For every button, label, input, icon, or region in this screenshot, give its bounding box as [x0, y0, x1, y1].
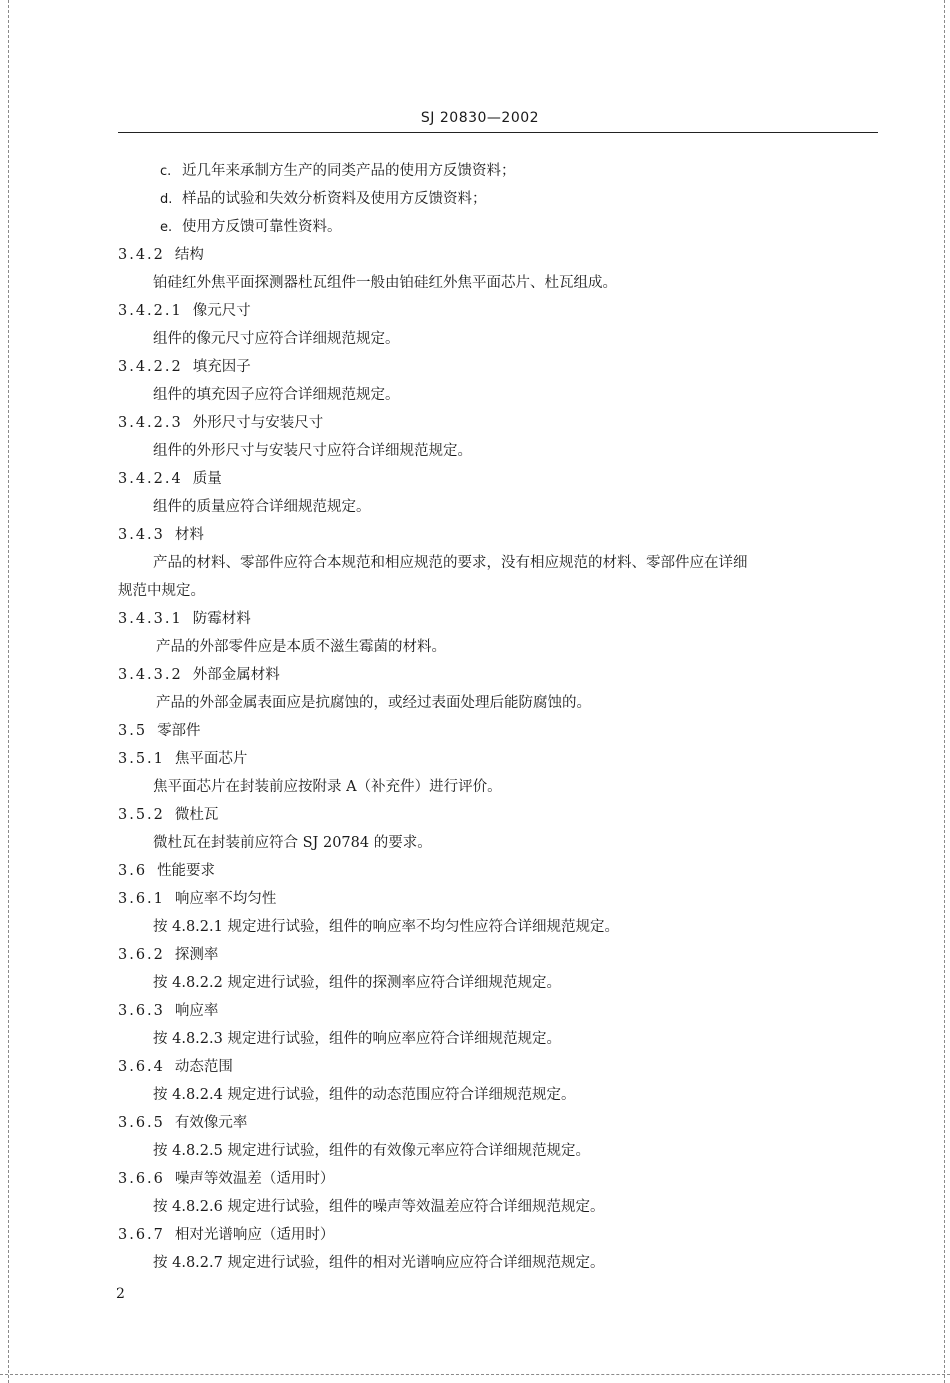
- section-body-continued: 规范中规定。: [118, 583, 205, 599]
- section-title: 防霉材料: [192, 611, 251, 627]
- section-number: 3.4.2.2: [118, 359, 183, 375]
- section-body: 按 4.8.2.4 规定进行试验，组件的动态范围应符合详细规范规定。: [153, 1087, 576, 1103]
- section-heading: [118, 1001, 218, 1021]
- list-item: [160, 189, 487, 210]
- section-body: 微杜瓦在封装前应符合 SJ 20784 的要求。: [153, 835, 432, 851]
- section-title: 结构: [174, 247, 204, 263]
- section-body: 铂硅红外焦平面探测器杜瓦组件一般由铂硅红外焦平面芯片、杜瓦组成。: [153, 275, 617, 291]
- section-heading: [118, 525, 204, 545]
- section-number: 3.4.3: [118, 527, 165, 543]
- header-rule: [118, 132, 878, 133]
- section-number: 3.5.1: [118, 751, 165, 767]
- section-body: 焦平面芯片在封装前应按附录 A（补充件）进行评价。: [153, 779, 502, 795]
- section-heading: [118, 945, 218, 965]
- section-heading: [118, 1113, 247, 1133]
- section-body: 组件的像元尺寸应符合详细规范规定。: [153, 331, 400, 347]
- page-number: 2: [116, 1286, 125, 1302]
- section-heading: [118, 665, 280, 685]
- section-title: 外部金属材料: [192, 667, 280, 683]
- section-heading: [118, 245, 204, 265]
- section-body: 按 4.8.2.1 规定进行试验，组件的响应率不均匀性应符合详细规范规定。: [153, 919, 619, 935]
- section-title: 零部件: [157, 723, 201, 739]
- section-heading: [118, 861, 215, 881]
- scan-edge-left: [8, 0, 9, 1383]
- list-item-text: 近几年来承制方生产的同类产品的使用方反馈资料；: [182, 163, 516, 179]
- section-number: 3.6: [118, 863, 148, 879]
- section-body: 按 4.8.2.7 规定进行试验，组件的相对光谱响应应符合详细规范规定。: [153, 1255, 605, 1271]
- section-number: 3.5: [118, 723, 148, 739]
- section-number: 3.4.3.1: [118, 611, 183, 627]
- scan-edge-bottom: [0, 1374, 950, 1375]
- section-heading: [118, 721, 201, 741]
- section-title: 像元尺寸: [192, 303, 251, 319]
- list-item: [160, 217, 342, 238]
- list-item-mark: d.: [160, 192, 173, 207]
- list-item-text: 样品的试验和失效分析资料及使用方反馈资料；: [182, 191, 487, 207]
- section-heading: [118, 413, 323, 433]
- section-title: 噪声等效温差（适用时）: [174, 1171, 335, 1187]
- section-body: 组件的填充因子应符合详细规范规定。: [153, 387, 400, 403]
- section-body: 按 4.8.2.6 规定进行试验，组件的噪声等效温差应符合详细规范规定。: [153, 1199, 605, 1215]
- section-heading: [118, 805, 218, 825]
- section-title: 动态范围: [174, 1059, 233, 1075]
- section-title: 响应率不均匀性: [174, 891, 277, 907]
- section-body: 产品的材料、零部件应符合本规范和相应规范的要求，没有相应规范的材料、零部件应在详细: [153, 555, 748, 571]
- section-title: 外形尺寸与安装尺寸: [192, 415, 324, 431]
- list-item-text: 使用方反馈可靠性资料。: [182, 219, 342, 235]
- section-body: 产品的外部零件应是本质不滋生霉菌的材料。: [156, 639, 446, 655]
- section-body: 按 4.8.2.5 规定进行试验，组件的有效像元率应符合详细规范规定。: [153, 1143, 590, 1159]
- list-item-mark: e.: [160, 220, 173, 235]
- section-body: 按 4.8.2.2 规定进行试验，组件的探测率应符合详细规范规定。: [153, 975, 561, 991]
- section-heading: [118, 889, 276, 909]
- section-number: 3.6.7: [118, 1227, 165, 1243]
- section-heading: [118, 301, 251, 321]
- section-title: 材料: [174, 527, 204, 543]
- section-number: 3.4.2.3: [118, 415, 183, 431]
- section-number: 3.4.2: [118, 247, 165, 263]
- list-item-mark: c.: [160, 164, 172, 179]
- section-title: 有效像元率: [174, 1115, 248, 1131]
- scan-edge-right: [944, 0, 945, 1383]
- section-title: 填充因子: [192, 359, 251, 375]
- section-title: 性能要求: [157, 863, 216, 879]
- section-title: 探测率: [174, 947, 219, 963]
- section-heading: [118, 1169, 334, 1189]
- section-heading: [118, 749, 247, 769]
- section-number: 3.6.4: [118, 1059, 165, 1075]
- section-title: 微杜瓦: [174, 807, 219, 823]
- section-body: 产品的外部金属表面应是抗腐蚀的，或经过表面处理后能防腐蚀的。: [156, 695, 591, 711]
- section-title: 质量: [192, 471, 222, 487]
- section-number: 3.4.3.2: [118, 667, 183, 683]
- list-item: [160, 161, 516, 182]
- section-number: 3.5.2: [118, 807, 165, 823]
- section-heading: [118, 469, 222, 489]
- section-body: 组件的外形尺寸与安装尺寸应符合详细规范规定。: [153, 443, 472, 459]
- section-heading: [118, 609, 251, 629]
- section-heading: [118, 1225, 334, 1245]
- section-number: 3.6.1: [118, 891, 165, 907]
- section-body: 按 4.8.2.3 规定进行试验，组件的响应率应符合详细规范规定。: [153, 1031, 561, 1047]
- section-heading: [118, 357, 251, 377]
- section-title: 相对光谱响应（适用时）: [174, 1227, 335, 1243]
- section-number: 3.6.2: [118, 947, 165, 963]
- section-title: 响应率: [174, 1003, 219, 1019]
- section-title: 焦平面芯片: [174, 751, 248, 767]
- section-number: 3.4.2.4: [118, 471, 183, 487]
- section-number: 3.4.2.1: [118, 303, 183, 319]
- section-heading: [118, 1057, 233, 1077]
- standard-code: SJ 20830—2002: [420, 110, 540, 126]
- section-number: 3.6.6: [118, 1171, 165, 1187]
- section-number: 3.6.3: [118, 1003, 165, 1019]
- section-number: 3.6.5: [118, 1115, 165, 1131]
- section-body: 组件的质量应符合详细规范规定。: [153, 499, 371, 515]
